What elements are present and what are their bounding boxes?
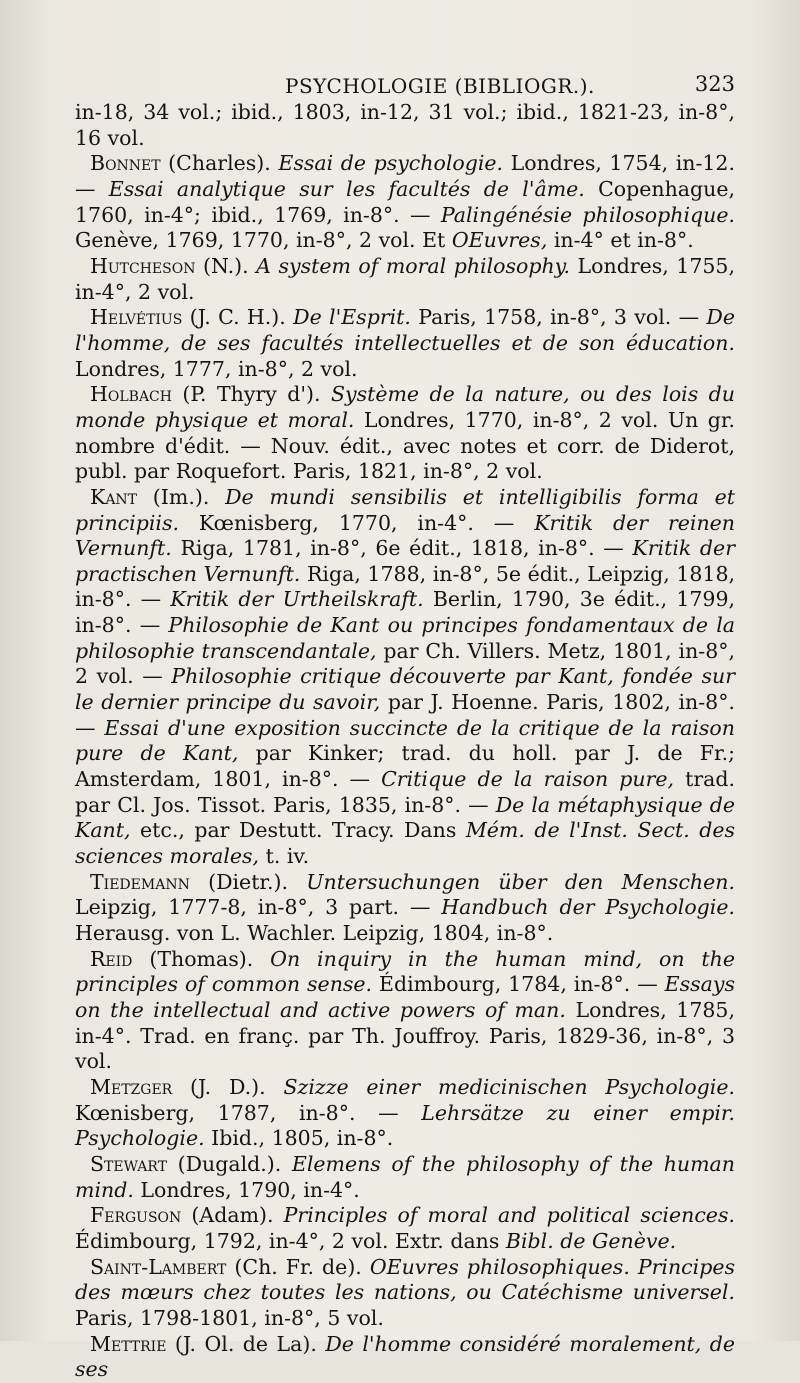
bibliography-entry [75, 151, 735, 254]
entry-text: Ibid., 1805, in-8°. [204, 1126, 394, 1151]
work-title: OEuvres philosophiques. Principes des mœurs chez toutes les nations, ou Catéchisme universel. [75, 1254, 735, 1305]
work-title: De l'homme considéré moralement, de ses [75, 1331, 735, 1382]
bibliography-entry [75, 870, 735, 947]
work-title: Essai de psychologie. [278, 151, 504, 176]
work-title: A system of moral philosophy. [256, 253, 571, 278]
entry-text: Berlin, 1790, 3e édit., 1799, in-8°. — [75, 587, 736, 638]
entry-text: (Im.). [137, 484, 226, 509]
bibliography-text [75, 100, 735, 1383]
entry-text: Genève, 1769, 1770, in-8°, 2 vol. Et [75, 228, 452, 253]
work-title: Palingénésie philosophique. [440, 202, 735, 227]
bibliography-entry [75, 254, 735, 305]
work-title: Handbuch der Psychologie. [441, 895, 735, 920]
bibliography-entry [75, 382, 735, 485]
entry-text: (Charles). [160, 151, 279, 176]
author-name: Tiedemann [90, 869, 190, 894]
entry-text: (J. Ol. de La). [166, 1331, 326, 1356]
entry-text: Londres, 1770, in-8°, 2 vol. Un gr. nombre d'édit. — Nouv. édit., avec notes et corr. de Diderot, publ. par Roquefort. Paris, 1821, in-8°, 2 vol. [75, 407, 735, 484]
work-title: Lehrsätze zu einer empir. Psychologie. [75, 1100, 735, 1151]
work-title: Essays on the intellectual and active powers of man. [75, 972, 735, 1022]
work-title: Untersuchungen über den Menschen. [306, 869, 735, 894]
work-title: De la métaphysique de Kant, [75, 792, 736, 843]
entry-text: Édimbourg, 1792, in-4°, 2 vol. Extr. dans [75, 1228, 506, 1253]
entry-text: (P. Thyry d'). [171, 382, 331, 407]
entry-text: Édimbourg, 1784, in-8°. — [372, 972, 665, 997]
entry-text: par J. Hoenne. Paris, 1802, in-8°. — [75, 690, 735, 740]
work-title: Mém. de l'Inst. Sect. des sciences morales, [75, 818, 735, 869]
entry-text: Paris, 1798-1801, in-8°, 5 vol. [75, 1305, 384, 1330]
entry-text: t. iv. [259, 844, 310, 869]
author-name: Reid [90, 946, 133, 971]
author-name: Ferguson [90, 1203, 182, 1228]
entry-text: par Kinker; trad. du holl. par J. de Fr.; Amsterdam, 1801, in-8°. — [75, 741, 735, 792]
work-title: OEuvres, [451, 228, 548, 253]
entry-text: Leipzig, 1777-8, in-8°, 3 part. — [75, 895, 442, 920]
work-title: Kritik der reinen Vernunft. [75, 510, 735, 561]
work-title: On inquiry in the human mind, on the principles of common sense. [75, 946, 736, 997]
entry-text: Riga, 1781, in-8°, 6e édit., 1818, in-8°. — [171, 536, 633, 561]
bibliography-entry [75, 100, 735, 151]
entry-text: Riga, 1788, in-8°, 5e édit., Leipzig, 1818, in-8°. — [75, 561, 736, 612]
entry-text: (Adam). [181, 1203, 284, 1228]
work-title: Essai analytique sur les facultés de l'âme. [108, 176, 585, 201]
entry-text: (Ch. Fr. de). [226, 1254, 370, 1279]
bibliography-entry [75, 1075, 735, 1152]
bibliography-entry [75, 1332, 735, 1383]
work-title: Kritik der Urtheilskraft. [170, 587, 424, 612]
entry-text: Londres, 1785, in-4°. Trad. en franç. par Th. Jouffroy. Paris, 1829-36, in-8°, 3 vol. [75, 997, 735, 1074]
work-title: Szizze einer medicinischen Psychologie. [283, 1074, 735, 1099]
entry-text: in-18, 34 vol.; ibid., 1803, in-12, 31 vol.; ibid., 1821-23, in-8°, 16 vol. [75, 100, 735, 150]
author-name: Holbach [90, 382, 172, 407]
entry-text: Londres, 1790, in-4°. [133, 1177, 360, 1202]
page-number: 323 [694, 72, 735, 96]
author-name: Saint-Lambert [90, 1254, 227, 1279]
entry-text: (N.). [195, 253, 257, 278]
author-name: Metzger [90, 1074, 173, 1099]
bibliography-entry [75, 485, 735, 870]
entry-text: Kœnisberg, 1770, in-4°. — [179, 510, 535, 535]
entry-text: Londres, 1777, in-8°, 2 vol. [75, 356, 358, 381]
author-name: Hutcheson [90, 253, 196, 278]
author-name: Mettrie [90, 1331, 167, 1356]
bibliography-entry [75, 947, 735, 1075]
work-title: Principles of moral and political sciences. [283, 1203, 735, 1228]
entry-text: (J. D.). [172, 1074, 284, 1099]
work-title: Philosophie critique découverte par Kant, fondée sur le dernier principe du savoir, [75, 664, 736, 715]
bibliography-entry [75, 305, 735, 382]
entry-text: (J. C. H.). [182, 305, 294, 330]
author-name: Kant [90, 484, 138, 509]
bibliography-entry [75, 1255, 735, 1332]
work-title: De l'homme, de ses facultés intellectuelles et de son éducation. [75, 305, 735, 355]
work-title: Bibl. de Genève. [505, 1228, 677, 1253]
bibliography-entry [75, 1152, 735, 1203]
entry-text: par Ch. Villers. Metz, 1801, in-8°, 2 vol. — [75, 638, 736, 689]
entry-text: etc., par Destutt. Tracy. Dans [130, 818, 466, 843]
entry-text: Paris, 1758, in-8°, 3 vol. — [410, 305, 707, 330]
entry-text: Londres, 1754, in-12. — [75, 151, 735, 201]
entry-text: Copenhague, 1760, in-4°; ibid., 1769, in-8°. — [75, 176, 735, 227]
author-name: Helvétius [90, 305, 183, 330]
work-title: De l'Esprit. [293, 305, 411, 330]
work-title: Kritik der practischen Vernunft. [75, 536, 735, 586]
entry-text: trad. par Cl. Jos. Tissot. Paris, 1835, in-8°. — [75, 767, 735, 817]
work-title: De mundi sensibilis et intelligibilis forma et principiis. [75, 484, 735, 535]
entry-text: Herausg. von L. Wachler. Leipzig, 1804, in-8°. [75, 921, 554, 945]
author-name: Stewart [90, 1151, 168, 1176]
entry-text: (Dietr.). [189, 869, 307, 894]
bibliography-entry [75, 1203, 735, 1254]
work-title: Essai d'une exposition succincte de la critique de la raison pure de Kant, [75, 715, 735, 766]
work-title: Critique de la raison pure, [381, 767, 675, 792]
work-title: Philosophie de Kant ou principes fondamentaux de la philosophie transcendantale, [75, 613, 735, 663]
entry-text: (Dugald.). [167, 1151, 292, 1176]
author-name: Bonnet [90, 151, 161, 176]
running-head: PSYCHOLOGIE (BIBLIOGR.). [285, 74, 595, 98]
entry-text: in-4° et in-8°. [547, 228, 694, 253]
page-header [75, 66, 735, 100]
entry-text: Kœnisberg, 1787, in-8°. — [75, 1100, 422, 1125]
entry-text: Londres, 1755, in-4°, 2 vol. [75, 253, 735, 304]
work-title: Système de la nature, ou des lois du monde physique et moral. [75, 382, 735, 432]
work-title: Elemens of the philosophy of the human mind. [75, 1151, 735, 1202]
entry-text: (Thomas). [132, 946, 271, 971]
